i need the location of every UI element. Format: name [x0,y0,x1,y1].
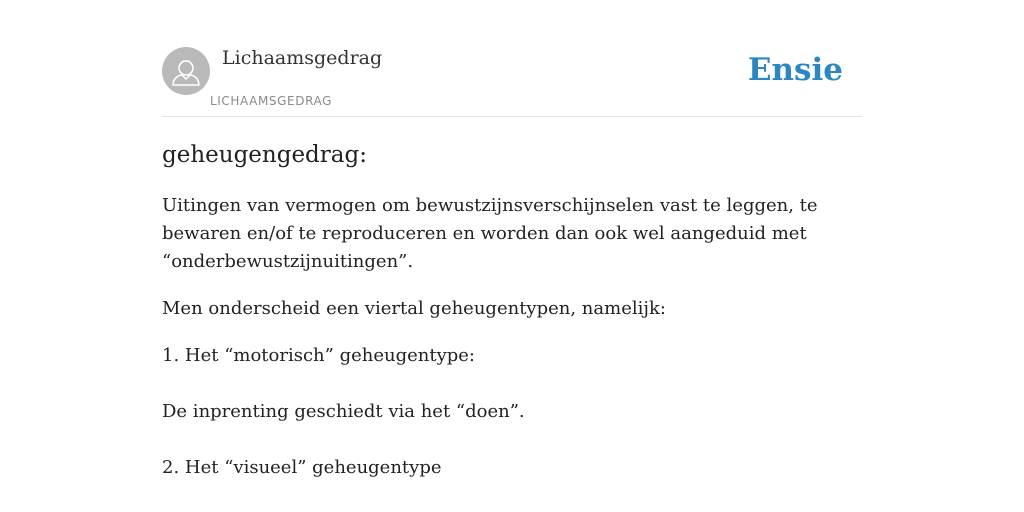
article-body [162,192,862,510]
author-name-link[interactable]: Lichaamsgedrag [222,47,383,69]
article-page [162,0,862,512]
article-header [162,0,862,117]
body-paragraph: Uitingen van vermogen om bewustzijnsverschijnselen vast te leggen, te bewaren en/of te reproduceren en worden dan ook wel aangeduid met “onderbewustzijnuitingen”. [162,195,818,272]
category-link[interactable]: LICHAAMSGEDRAG [210,94,333,108]
user-icon [162,47,210,95]
body-line: 2. Het “visueel” geheugentype [162,457,442,478]
brand-logo[interactable]: Ensie [747,52,843,88]
body-line: De inprenting geschiedt via het “doen”. [162,401,525,422]
body-line: 1. Het “motorisch” geheugentype: [162,345,475,366]
body-paragraph: Men onderscheid een viertal geheugentypen, namelijk: [162,298,666,319]
page-title: geheugengedrag: [162,142,367,168]
avatar[interactable] [162,47,210,95]
